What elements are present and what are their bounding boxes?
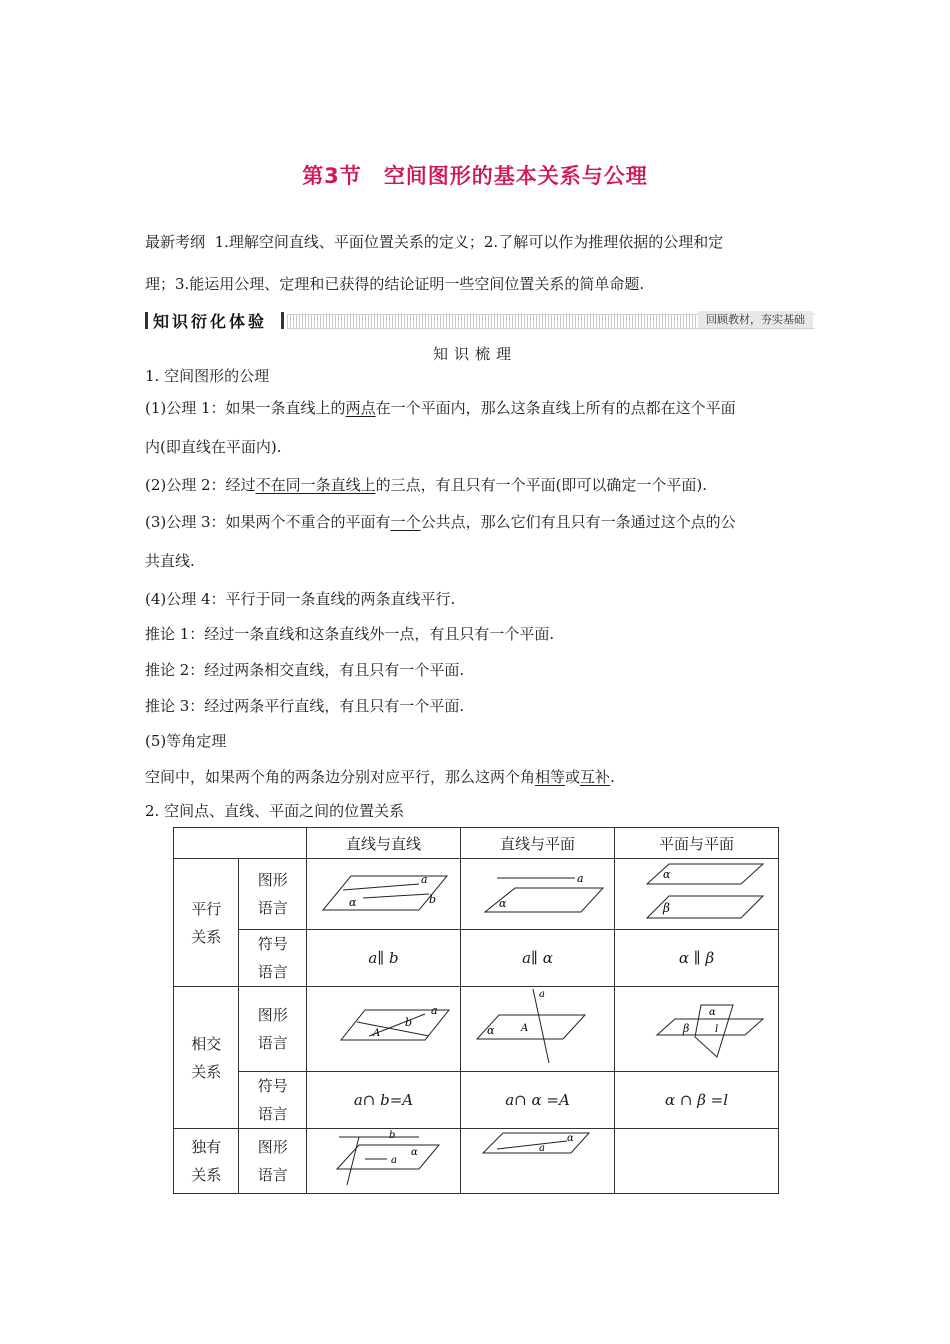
line-plane-intersect-figure: [463, 987, 613, 1067]
line-plane-parallel-figure: [463, 862, 613, 922]
symbol-intersecting-lines: a∩ b=A: [307, 1072, 461, 1129]
page-title: [0, 160, 950, 190]
table-row: [174, 987, 779, 1072]
label-beta: β: [682, 1022, 689, 1035]
kind-figure: 图形 语言: [239, 987, 307, 1072]
underlined-term: 相等: [535, 768, 566, 786]
label-alpha: α: [566, 1133, 574, 1144]
kind-symbol: 符号 语言: [239, 1072, 307, 1129]
parallel-lines-figure: [309, 862, 459, 922]
outline-line-1: 最新考纲 1.理解空间直线、平面位置关系的定义；2.了解可以作为推理依据的公理和定: [145, 233, 724, 251]
symbol-plane-plane-intersect: α ∩ β =l: [615, 1072, 779, 1129]
kind-symbol: 符号 语言: [239, 930, 307, 987]
label-alpha: α: [708, 1007, 716, 1018]
subsection-1: 1. 空间图形的公理: [145, 367, 270, 385]
axiom-4: (4)公理 4：平行于同一条直线的两条直线平行.: [145, 590, 456, 608]
figure-skew-lines: [307, 1129, 461, 1194]
symbol-line-plane-intersect: a∩ α =A: [461, 1072, 615, 1129]
kind-figure: 图形 语言: [239, 1129, 307, 1194]
label-a: a: [538, 1143, 545, 1154]
axiom-3: (3)公理 3：如果两个不重合的平面有一个公共点，那么它们有且只有一条通过这个点的公: [145, 513, 736, 531]
label-A: A: [520, 1023, 528, 1034]
label-alpha: α: [486, 1024, 494, 1037]
category-intersect: 相交 关系: [174, 987, 239, 1129]
intersecting-lines-figure: [309, 992, 459, 1062]
label-alpha: α: [410, 1147, 418, 1158]
section-title: 空间图形的基本关系与公理: [383, 164, 648, 188]
figure-line-in-plane: [461, 1129, 615, 1194]
label-a: a: [430, 1004, 438, 1017]
figure-line-plane-parallel: [461, 859, 615, 930]
label-b: b: [388, 1130, 395, 1141]
axiom-1: (1)公理 1：如果一条直线上的两点在一个平面内，那么这条直线上所有的点都在这个平面: [145, 399, 736, 417]
table-row: [174, 1129, 779, 1194]
underlined-term: 两点: [345, 399, 376, 417]
label-a: a: [420, 873, 428, 886]
banner-bar: [145, 312, 148, 329]
label-alpha: α: [348, 896, 356, 909]
underlined-term: 互补: [580, 768, 611, 786]
label-alpha: α: [662, 868, 670, 881]
empty-cell: [615, 1129, 779, 1194]
category-unique: 独有 关系: [174, 1129, 239, 1194]
table-header-row: [174, 828, 779, 859]
outline-label: 最新考纲: [145, 233, 206, 251]
label-b: b: [428, 893, 436, 906]
label-l: l: [714, 1024, 718, 1035]
underlined-term: 一个: [390, 513, 421, 531]
label-beta: β: [662, 901, 670, 915]
label-a: a: [538, 989, 545, 1000]
section-banner: [145, 309, 815, 331]
axiom-3-cont: 共直线.: [145, 552, 195, 570]
col-header-line-plane: 直线与平面: [461, 828, 615, 859]
equal-angle-heading: (5)等角定理: [145, 732, 227, 750]
underlined-term: 不在同一条直线上: [255, 476, 376, 494]
label-alpha: α: [498, 897, 506, 910]
category-parallel: 平行 关系: [174, 859, 239, 987]
kind-figure: 图形 语言: [239, 859, 307, 930]
plane-plane-parallel-figure: [617, 860, 777, 924]
label-a: a: [390, 1155, 397, 1166]
line-in-plane-figure: [463, 1129, 613, 1189]
symbol-plane-plane-parallel: α ∥ β: [615, 930, 779, 987]
label-a: a: [576, 872, 584, 885]
table-corner: [174, 828, 307, 859]
plane-plane-intersect-figure: [617, 991, 777, 1063]
figure-intersecting-lines: [307, 987, 461, 1072]
banner-label: 知识衍化体验: [153, 312, 268, 331]
col-header-plane-plane: 平面与平面: [615, 828, 779, 859]
subsection-2: 2. 空间点、直线、平面之间的位置关系: [145, 802, 405, 820]
table-row: [174, 859, 779, 930]
symbol-line-plane-parallel: a∥ α: [461, 930, 615, 987]
section-heading: 知识梳理: [432, 345, 517, 363]
skew-lines-figure: [309, 1129, 459, 1189]
axiom-2: (2)公理 2：经过不在同一条直线上的三点，有且只有一个平面(即可以确定一个平面).: [145, 476, 708, 494]
figure-parallel-lines: [307, 859, 461, 930]
label-b: b: [404, 1016, 412, 1029]
banner-caption: 回顾教材，夯实基础: [698, 311, 813, 328]
position-relation-table: [173, 827, 779, 1194]
axiom-1-cont: 内(即直线在平面内).: [145, 438, 282, 456]
corollary-1: 推论 1：经过一条直线和这条直线外一点，有且只有一个平面.: [145, 625, 555, 643]
figure-plane-plane-parallel: [615, 859, 779, 930]
corollary-3: 推论 3：经过两条平行直线，有且只有一个平面.: [145, 697, 465, 715]
banner-bar: [281, 312, 284, 329]
label-A: A: [372, 1028, 380, 1039]
corollary-2: 推论 2：经过两条相交直线，有且只有一个平面.: [145, 661, 465, 679]
col-header-line-line: 直线与直线: [307, 828, 461, 859]
figure-plane-plane-intersect: [615, 987, 779, 1072]
table-row: [174, 930, 779, 987]
section-number: 第3节: [302, 164, 362, 188]
equal-angle-theorem: 空间中，如果两个角的两条边分别对应平行，那么这两个角相等或互补.: [145, 768, 615, 786]
table-row: [174, 1072, 779, 1129]
symbol-parallel-lines: a∥ b: [307, 930, 461, 987]
outline-line-2: 理；3.能运用公理、定理和已获得的结论证明一些空间位置关系的简单命题.: [145, 275, 645, 293]
figure-line-plane-intersect: [461, 987, 615, 1072]
